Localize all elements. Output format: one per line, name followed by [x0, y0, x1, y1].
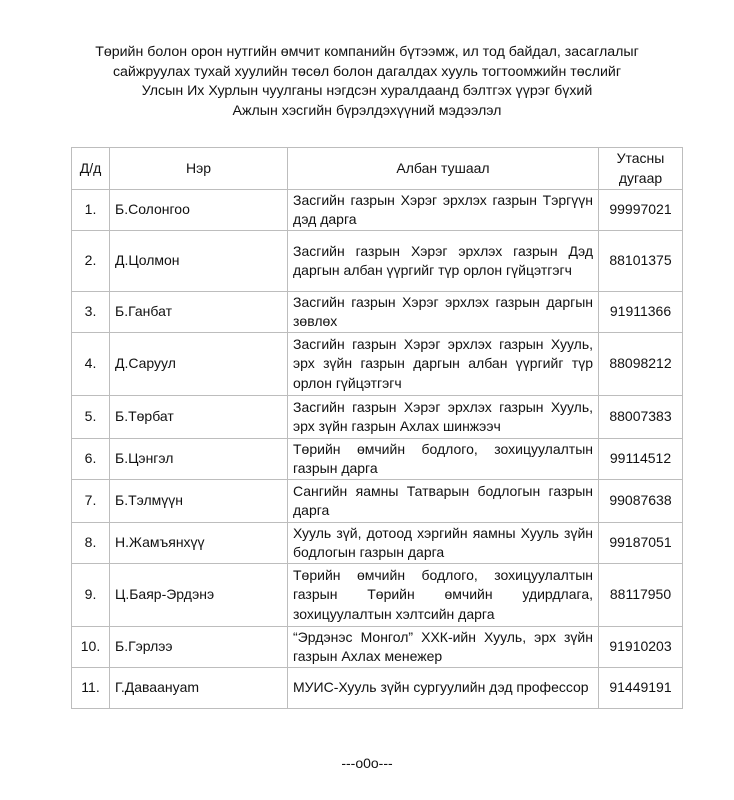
table-row	[72, 564, 683, 627]
member-phone: 99114512	[599, 439, 683, 480]
member-position: Засгийн газрын Хэрэг эрхлэх газрын даргын зөвлөх	[288, 292, 599, 333]
header-phone-line2: дугаар	[618, 169, 663, 186]
header-phone	[599, 148, 683, 190]
member-name: Ц.Баяр-Эрдэнэ	[110, 564, 288, 627]
member-position: Засгийн газрын Хэрэг эрхлэх газрын Хууль, эрх зүйн газрын Ахлах шинжээч	[288, 396, 599, 439]
member-name: Б.Тэлмүүн	[110, 480, 288, 523]
member-position: Засгийн газрын Хэрэг эрхлэх газрын Хууль, эрх зүйн газрын даргын албан үүргийг түр орлон гүйцэтгэгч	[288, 333, 599, 396]
row-number: 11.	[72, 668, 110, 709]
table-row	[72, 523, 683, 564]
row-number: 2.	[72, 231, 110, 292]
end-marker: ---o0o---	[341, 755, 393, 771]
header-number: Д/д	[72, 148, 110, 190]
table-row	[72, 480, 683, 523]
row-number: 10.	[72, 627, 110, 668]
row-number: 6.	[72, 439, 110, 480]
member-name: Д.Саруул	[110, 333, 288, 396]
member-name: Б.Солонгоо	[110, 190, 288, 231]
row-number: 8.	[72, 523, 110, 564]
header-position: Албан тушаал	[288, 148, 599, 190]
table-row	[72, 190, 683, 231]
member-position: Хууль зүй, дотоод хэргийн яамны Хууль зүйн бодлогын газрын дарга	[288, 523, 599, 564]
table-row	[72, 439, 683, 480]
member-phone: 88098212	[599, 333, 683, 396]
title-line: Ажлын хэсгийн бүрэлдэхүүний мэдээлэл	[232, 102, 502, 119]
row-number: 5.	[72, 396, 110, 439]
member-name: Б.Ганбат	[110, 292, 288, 333]
member-position: Төрийн өмчийн бодлого, зохицуулалтын газрын дарга	[288, 439, 599, 480]
member-name: Б.Цэнгэл	[110, 439, 288, 480]
member-phone: 91911366	[599, 292, 683, 333]
table-row	[72, 231, 683, 292]
member-position: Төрийн өмчийн бодлого, зохицуулалтын газрын Төрийн өмчийн удирдлага, зохицуулалтын хэлтсийн дарга	[288, 564, 599, 627]
table-header-row	[72, 148, 683, 190]
member-phone: 99997021	[599, 190, 683, 231]
row-number: 3.	[72, 292, 110, 333]
member-position: МУИС-Хууль зүйн сургуулийн дэд профессор	[288, 668, 599, 709]
member-position: “Эрдэнэс Монгол” ХХК-ийн Хууль, эрх зүйн газрын Ахлах менежер	[288, 627, 599, 668]
table-row	[72, 292, 683, 333]
member-name: Г.Даваанyam	[110, 668, 288, 709]
member-name: Д.Цолмон	[110, 231, 288, 292]
member-phone: 88117950	[599, 564, 683, 627]
row-number: 1.	[72, 190, 110, 231]
table-row	[72, 333, 683, 396]
member-position: Засгийн газрын Хэрэг эрхлэх газрын Тэргүүн дэд дарга	[288, 190, 599, 231]
table-row	[72, 668, 683, 709]
member-name: Б.Төрбат	[110, 396, 288, 439]
row-number: 9.	[72, 564, 110, 627]
title-line: сайжруулах тухай хуулийн төсөл болон дагалдах хууль тогтоомжийн төслийг	[112, 63, 622, 80]
member-name: Н.Жамъянхүү	[110, 523, 288, 564]
member-phone: 88007383	[599, 396, 683, 439]
document-title	[40, 43, 694, 121]
member-phone: 88101375	[599, 231, 683, 292]
header-name: Нэр	[110, 148, 288, 190]
member-name: Б.Гэрлээ	[110, 627, 288, 668]
member-phone: 99087638	[599, 480, 683, 523]
member-position: Засгийн газрын Хэрэг эрхлэх газрын Дэд даргын албан үүргийг түр орлон гүйцэтгэгч	[288, 231, 599, 292]
table-row	[72, 396, 683, 439]
member-phone: 99187051	[599, 523, 683, 564]
title-line: Төрийн болон орон нутгийн өмчит компанийн бүтээмж, ил тод байдал, засаглалыг	[95, 44, 639, 60]
members-table	[71, 147, 683, 709]
member-phone: 91910203	[599, 627, 683, 668]
header-phone-line1: Утасны	[616, 150, 665, 166]
member-phone: 91449191	[599, 668, 683, 709]
member-position: Сангийн яамны Татварын бодлогын газрын дарга	[288, 480, 599, 523]
title-line: Улсын Их Хурлын чуулганы нэгдсэн хуралдаанд бэлтгэх үүрэг бүхий	[141, 83, 593, 99]
table-row	[72, 627, 683, 668]
row-number: 7.	[72, 480, 110, 523]
row-number: 4.	[72, 333, 110, 396]
